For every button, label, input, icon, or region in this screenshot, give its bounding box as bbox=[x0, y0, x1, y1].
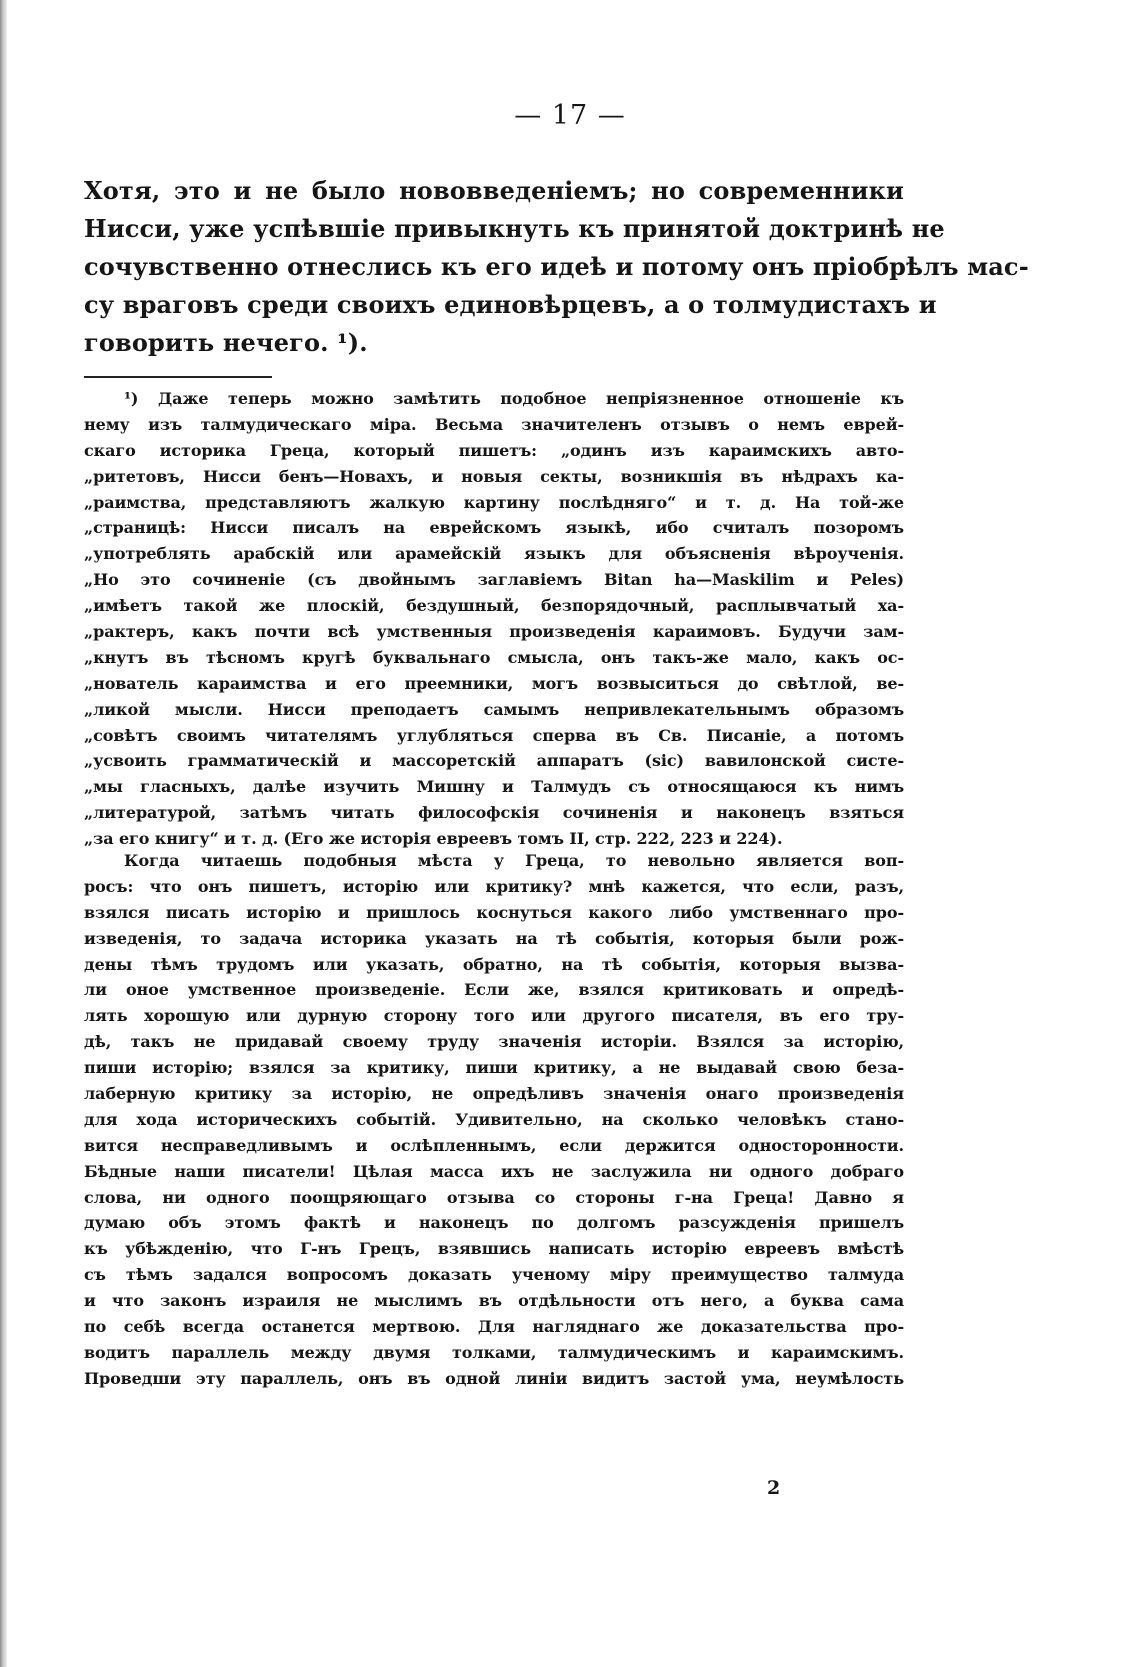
body-line: вится несправедливымъ и ослѣпленнымъ, если держится односторонности. bbox=[84, 1135, 904, 1155]
body-line: взялся писать исторію и пришлось коснуться какого либо умственнаго про- bbox=[84, 902, 904, 922]
body-line: и что законъ израиля не мыслимъ въ отдѣльности отъ него, а буква сама bbox=[84, 1291, 904, 1311]
footnote-line: „рактеръ, какъ почти всѣ умственныя произведенія караимовъ. Будучи зам- bbox=[84, 622, 904, 642]
footnote-line: „ритетовъ, Нисси бенъ—Новахъ, и новыя секты, возникшія въ нѣдрахъ ка- bbox=[84, 466, 904, 486]
footnote-separator bbox=[84, 376, 272, 378]
footnote-line: „совѣтъ своимъ читателямъ углубляться сперва въ Св. Писаніе, а потомъ bbox=[84, 725, 904, 745]
main-line: су враговъ среди своихъ единовѣрцевъ, а о толмудистахъ и bbox=[84, 290, 937, 319]
body-line: ли оное умственное произведеніе. Если же, взялся критиковать и опредѣ- bbox=[84, 980, 904, 1000]
footnote-line: „страницѣ: Нисси писалъ на еврейскомъ языкѣ, ибо считалъ позоромъ bbox=[84, 518, 904, 538]
footnote-line: „нователь караимства и его преемники, могъ возвыситься до свѣтлой, ве- bbox=[84, 673, 904, 693]
footnote-line: нему изъ талмудическаго міра. Весьма значителенъ отзывъ о немъ еврей- bbox=[84, 414, 904, 434]
body-line: водитъ параллель между двумя толками, талмудическимъ и караимскимъ. bbox=[84, 1342, 904, 1362]
body-line: лаберную критику за исторію, не опредѣливъ значенія онаго произведенія bbox=[84, 1084, 904, 1104]
body-line: Когда читаешь подобныя мѣста у Греца, то невольно является воп- bbox=[124, 851, 904, 870]
main-line: Хотя, это и не было нововведеніемъ; но современники bbox=[84, 176, 904, 205]
footnote-line: „литературой, затѣмъ читать философскія сочиненія и наконецъ взяться bbox=[84, 803, 904, 823]
footnote-line: „ликой мысли. Нисси преподаетъ самымъ непривлекательнымъ образомъ bbox=[84, 699, 904, 719]
body-line: Проведши эту параллель, онъ въ одной линіи видитъ застой ума, неумѣлость bbox=[84, 1368, 904, 1388]
body-line: лять хорошую или дурную сторону того или другого писателя, въ его тру- bbox=[84, 1006, 904, 1026]
body-line: думаю объ этомъ фактѣ и наконецъ по долгомъ разсужденія пришелъ bbox=[84, 1213, 904, 1233]
footnote bbox=[84, 386, 904, 852]
main-line: Нисси, уже успѣвшіе привыкнуть къ принятой доктринѣ не bbox=[84, 214, 945, 243]
footnote-line: „кнутъ въ тѣсномъ кругѣ буквальнаго смысла, онъ такъ-же мало, какъ ос- bbox=[84, 647, 904, 667]
footnote-line: „раимства, представляютъ жалкую картину послѣдняго“ и т. д. На той-же bbox=[84, 492, 904, 512]
scan-edge-shadow bbox=[0, 0, 7, 1667]
footnote-line: „употреблять арабскій или арамейскій языкъ для объясненія вѣроученія. bbox=[84, 544, 904, 564]
footnote-line: „Но это сочиненіе (съ двойнымъ заглавіемъ Bitan ha—Maskilim и Peles) bbox=[84, 570, 904, 590]
body-line: по себѣ всегда останется мертвою. Для нагляднаго же доказательства про- bbox=[84, 1317, 904, 1337]
body-line: пиши исторію; взялся за критику, пиши критику, а не выдавай свою беза- bbox=[84, 1058, 904, 1078]
main-paragraph bbox=[84, 172, 1029, 362]
body-line: изведенія, то задача историка указать на тѣ событія, которыя были рож- bbox=[84, 928, 904, 948]
body-paragraph bbox=[84, 848, 904, 1392]
body-line: слова, ни одного поощряющаго отзыва со стороны г-на Греца! Давно я bbox=[84, 1187, 904, 1207]
page-number: — 17 — bbox=[514, 100, 626, 131]
printers-signature-mark: 2 bbox=[767, 1477, 781, 1499]
body-line: съ тѣмъ задался вопросомъ доказать ученому міру преимущество талмуда bbox=[84, 1265, 904, 1285]
footnote-line: „за его книгу“ и т. д. (Его же исторія евреевъ томъ II, стр. 222, 223 и 224). bbox=[84, 829, 783, 849]
footnote-line: ¹) Даже теперь можно замѣтить подобное непріязненное отношеніе къ bbox=[124, 389, 904, 408]
footnote-line: „имѣетъ такой же плоскій, бездушный, безпорядочный, расплывчатый ха- bbox=[84, 596, 904, 616]
main-line: говорить нечего. ¹). bbox=[84, 328, 368, 357]
body-line: къ убѣжденію, что Г-нъ Грецъ, взявшись написать исторію евреевъ вмѣстѣ bbox=[84, 1239, 904, 1259]
body-line: дѣ, такъ не придавай своему труду значенія исторіи. Взялся за исторію, bbox=[84, 1032, 904, 1052]
footnote-line: скаго историка Греца, который пишетъ: „одинъ изъ караимскихъ авто- bbox=[84, 440, 904, 460]
body-line: росъ: что онъ пишетъ, исторію или критику? мнѣ кажется, что если, разъ, bbox=[84, 876, 904, 896]
footnote-line: „усвоить грамматическій и массоретскій аппаратъ (sic) вавилонской систе- bbox=[84, 751, 904, 771]
footnote-line: „мы гласныхъ, далѣе изучить Мишну и Талмудъ съ относящаюся къ нимъ bbox=[84, 777, 904, 797]
body-line: Бѣдные наши писатели! Цѣлая масса ихъ не заслужила ни одного добраго bbox=[84, 1161, 904, 1181]
body-line: для хода историческихъ событій. Удивительно, на сколько человѣкъ стано- bbox=[84, 1109, 904, 1129]
body-line: дены тѣмъ трудомъ или указать, обратно, на тѣ событія, которыя вызва- bbox=[84, 954, 904, 974]
main-line: сочувственно отнеслись къ его идеѣ и потому онъ пріобрѣлъ мас- bbox=[84, 252, 1029, 281]
